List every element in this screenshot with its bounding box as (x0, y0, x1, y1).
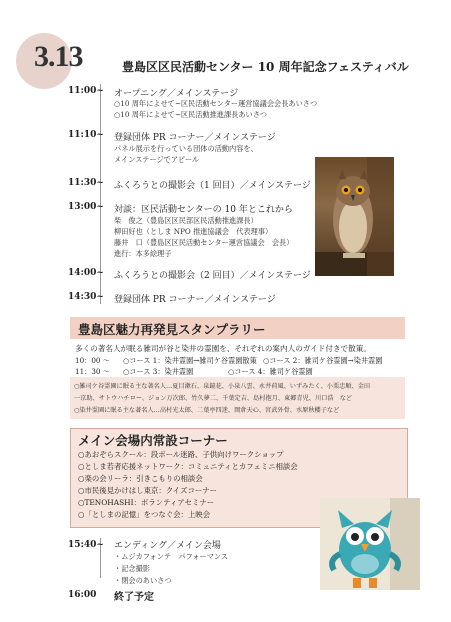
time-slot: 13:00~ (68, 202, 104, 212)
event-detail: ・閉会のあいさつ (114, 576, 172, 585)
notable-names: ○雑司ケ谷霊園に眠る主な著名人…夏目漱石、泉鏡花、小泉八雲、永井荷風、いずみたく、小栗忠順、金田 (74, 383, 371, 390)
venue-item: ○「としまの記憶」をつなぐ会：上映会 (78, 510, 211, 519)
event-title: エンディング／メイン会場 (114, 541, 221, 551)
event-detail: メインステージでアピール (114, 155, 200, 164)
event-detail: 進行：本多絵理子 (114, 249, 172, 258)
course-item: ○コース 1：染井霊園→雑司ケ谷霊園散策 (123, 356, 257, 365)
venue-item: ○あおぞらスクール：段ボール迷路、子供向けワークショップ (78, 450, 284, 459)
course-time: 10：00 ～ (75, 356, 110, 365)
time-slot: 16:00 (68, 590, 97, 600)
event-title: 対談：区民活動センターの 10 年とこれから (114, 205, 293, 215)
notable-names: ○染井霊園に眠る主な著名人…高村光太郎、二葉亭四迷、岡倉天心、宮武外骨、水原秋櫻子など (74, 407, 340, 414)
mascot-photo (320, 498, 420, 590)
time-slot: 15:40~ (68, 540, 104, 550)
owl-mascot-icon (320, 498, 420, 590)
owl-photo (315, 157, 394, 276)
event-detail: 柴 俊之（豊島区区民部区民活動推進課長） (114, 216, 258, 225)
time-slot: 11:00~ (68, 86, 104, 96)
venue-item: ○市民後見かけはし東京：クイズコーナー (78, 486, 218, 495)
notable-names: 一京助、サトウハチロー、ジョン万次郎、竹久夢二、千葉定吉、島村抱月、東郷青児、川口浩 など (74, 395, 353, 402)
event-detail: ・記念撮影 (114, 564, 150, 573)
event-title: ふくろうとの撮影会（1 回目）／メインステージ (114, 181, 311, 191)
course-time: 11：30 ～ (75, 367, 110, 376)
time-slot: 14:00~ (68, 268, 104, 278)
event-detail: 柳田好也（としま NPO 推進協議会 代表理事） (114, 227, 273, 236)
event-title: 登録団体 PR コーナー／メインステージ (114, 295, 276, 305)
event-date: 3.13 (34, 40, 83, 73)
venue-title: メイン会場内常設コーナー (78, 433, 228, 448)
course-item: ○コース 2：雑司ケ谷霊園→染井霊園 (263, 356, 383, 365)
event-detail: パネル展示を行っている団体の活動内容を、 (114, 144, 258, 153)
event-title: 登録団体 PR コーナー／メインステージ (114, 133, 276, 143)
event-title: オープニング／メインステージ (114, 89, 239, 99)
owl-icon (315, 157, 394, 276)
time-slot: 14:30~ (68, 292, 104, 302)
event-title: ふくろうとの撮影会（2 回目）／メインステージ (114, 271, 311, 281)
course-item: ○コース 3：染井霊園 (123, 367, 194, 376)
event-detail: ・ムジカフォンテ パフォーマンス (114, 552, 229, 561)
time-slot: 11:10~ (68, 130, 104, 140)
course-item: ○コース 4：雑司ケ谷霊園 (228, 367, 313, 376)
venue-item: ○としま若者応援ネットワーク：コミュニティとカフェミニ相談会 (78, 462, 298, 471)
venue-item: ○楽の会リーラ：引きこもりの相談会 (78, 474, 203, 483)
rally-title: 豊島区魅力再発見スタンプラリー (78, 322, 266, 337)
time-slot: 11:30~ (68, 178, 104, 188)
rally-intro: 多くの著名人が眠る雑司が谷と染井の霊園を、それぞれの案内人のガイド付きで散策。 (75, 344, 371, 353)
event-detail: ○10 周年によせて~区民活動推進課長あいさつ (114, 110, 268, 119)
event-title: 終了予定 (114, 592, 154, 603)
festival-title: 豊島区区民活動センター 10 周年記念フェスティバル (122, 60, 409, 74)
event-detail: 藤井 口（豊島区区民活動センター運営協議会 会長） (114, 238, 294, 247)
event-detail: ○10 周年によせて~区民活動センター運営協議会会長あいさつ (114, 99, 318, 108)
venue-item: ○TENOHASHI：ボランティアセミナー (78, 498, 215, 507)
